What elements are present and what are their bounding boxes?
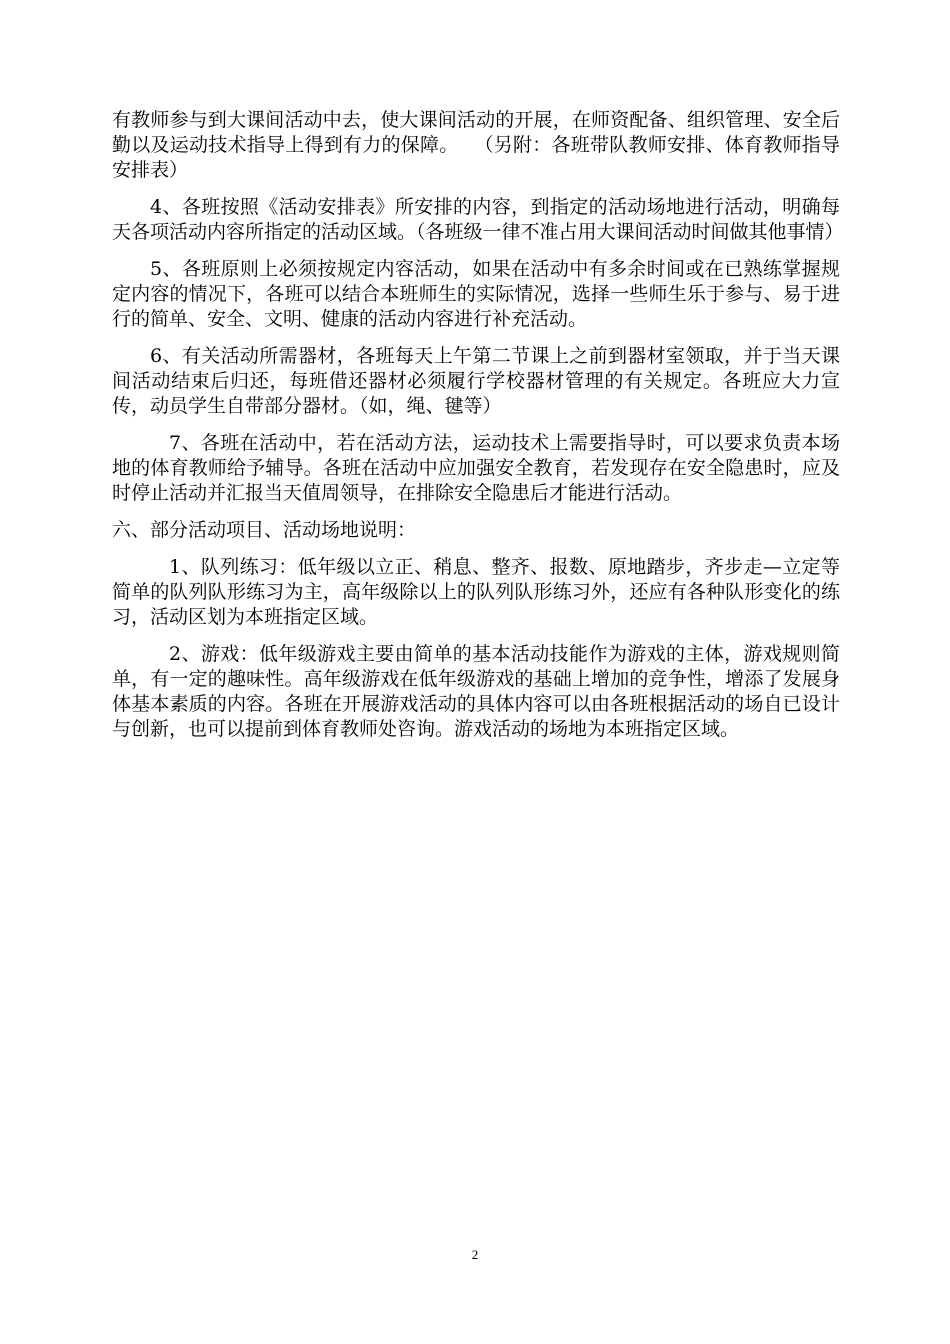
paragraph-item-4: 4、各班按照《活动安排表》所安排的内容，到指定的活动场地进行活动，明确每天各项活动内容所指定的活动区域。（各班级一律不准占用大课间活动时间做其他事情）	[112, 196, 844, 243]
paragraph-item-5: 5、各班原则上必须按规定内容活动，如果在活动中有多余时间或在已熟练掌握规定内容的情况下，各班可以结合本班师生的实际情况，选择一些师生乐于参与、易于进行的简单、安全、文明、健康的活动内容进行补充活动。	[112, 258, 840, 330]
list-item-games: 2、游戏：低年级游戏主要由简单的基本活动技能作为游戏的主体，游戏规则简单，有一定的趣味性。高年级游戏在低年级游戏的基础上增加的竞争性，增添了发展身体基本素质的内容。各班在开展游戏活动的具体内容可以由各班根据活动的场自已设计与创新，也可以提前到体育教师处咨询。游戏活动的场地为本班指定区域。	[112, 643, 840, 740]
paragraph-continuation: 有教师参与到大课间活动中去，使大课间活动的开展，在师资配备、组织管理、安全后勤以及运动技术指导上得到有力的保障。 （另附：各班带队教师安排、体育教师指导安排表）	[112, 109, 840, 181]
paragraph-item-6: 6、有关活动所需器材，各班每天上午第二节课上之前到器材室领取，并于当天课间活动结束后归还，每班借还器材必须履行学校器材管理的有关规定。各班应大力宣传，动员学生自带部分器材。（如，绳、毽等）	[112, 345, 840, 417]
page-number: 2	[471, 1247, 479, 1262]
paragraph-item-7: 7、各班在活动中，若在活动方法，运动技术上需要指导时，可以要求负责本场地的体育教师给予辅导。各班在活动中应加强安全教育，若发现存在安全隐患时，应及时停止活动并汇报当天值周领导，在排除安全隐患后才能进行活动。	[112, 432, 840, 504]
list-item-queue-practice: 1、队列练习：低年级以立正、稍息、整齐、报数、原地踏步，齐步走—立定等简单的队列队形练习为主，高年级除以上的队列队形练习外，还应有各种队形变化的练习，活动区划为本班指定区域。	[112, 556, 840, 628]
section-heading: 六、部分活动项目、活动场地说明：	[112, 519, 417, 541]
document-page	[112, 108, 844, 754]
